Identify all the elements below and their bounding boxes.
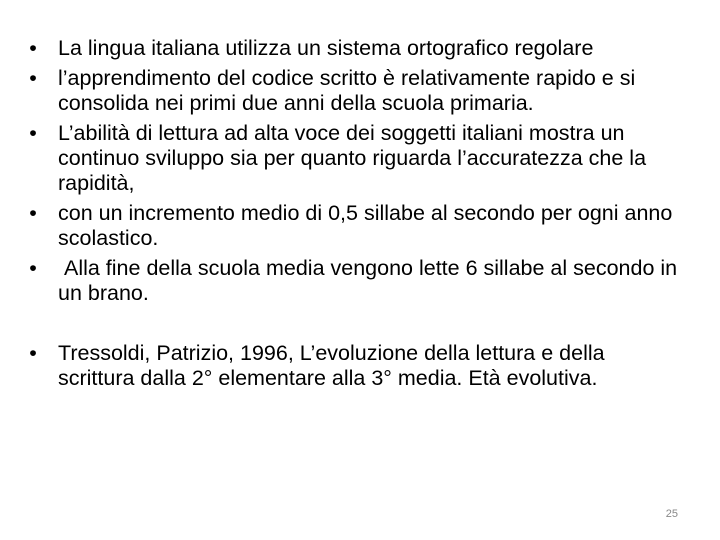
bullet-text: La lingua italiana utilizza un sistema ortografico regolare — [58, 36, 594, 60]
bullet-item — [26, 36, 686, 61]
bullet-icon: • — [29, 201, 37, 225]
page-number: 25 — [665, 508, 678, 520]
bullet-list — [26, 36, 686, 396]
bullet-item — [26, 256, 686, 306]
bullet-icon: • — [29, 36, 37, 60]
bullet-text: Alla fine della scuola media vengono lette 6 sillabe al secondo in un brano. — [58, 256, 684, 305]
bullet-icon: • — [29, 66, 37, 90]
citation-text: Tressoldi, Patrizio, 1996, L’evoluzione della lettura e della scrittura dalla 2° elementare alla 3° media. Età evolutiva. — [58, 341, 605, 390]
bullet-item — [26, 201, 686, 251]
citation-item — [26, 341, 686, 391]
bullet-item — [26, 66, 686, 116]
bullet-text: l’apprendimento del codice scritto è relativamente rapido e si consolida nei primi due anni della scuola primaria. — [58, 66, 636, 115]
bullet-item — [26, 121, 686, 196]
bullet-text: L’abilità di lettura ad alta voce dei soggetti italiani mostra un continuo sviluppo sia per quanto riguarda l’accuratezza che la rapidità, — [58, 121, 647, 195]
bullet-icon: • — [29, 341, 37, 365]
bullet-icon: • — [29, 121, 37, 145]
bullet-text: con un incremento medio di 0,5 sillabe al secondo per ogni anno scolastico. — [58, 201, 673, 250]
bullet-icon: • — [29, 256, 37, 280]
